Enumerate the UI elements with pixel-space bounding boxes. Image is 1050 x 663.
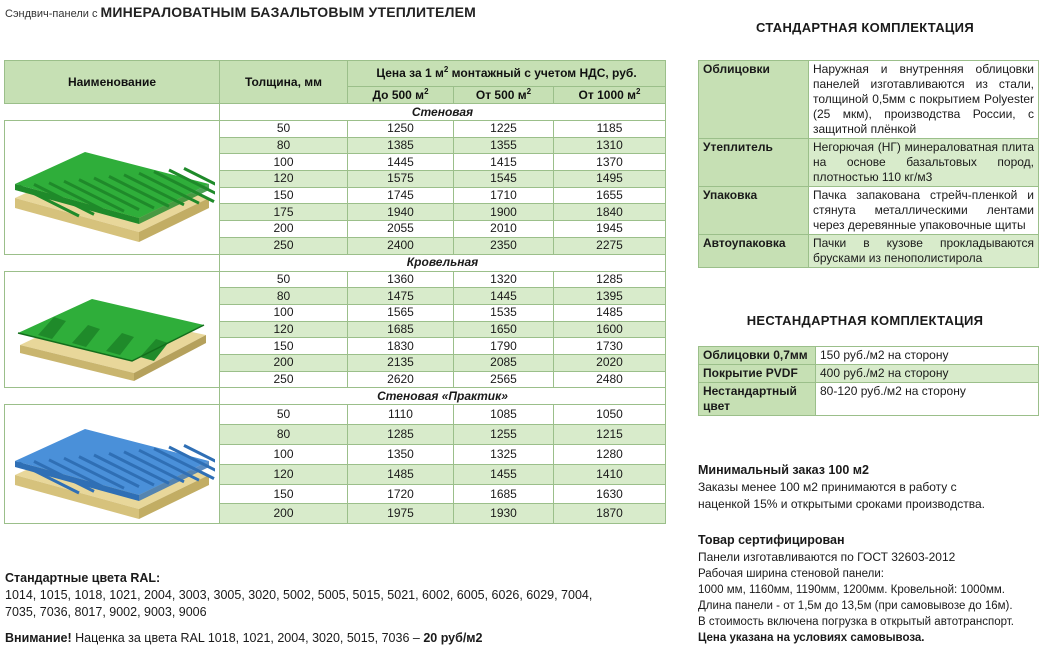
price-cell: 1395: [554, 288, 666, 305]
price-cell: 1355: [454, 137, 554, 154]
warning-text: Наценка за цвета RAL 1018, 1021, 2004, 3020, 5015, 7036 –: [71, 631, 424, 645]
spec-value: 80-120 руб./м2 на сторону: [816, 383, 1039, 416]
price-cell: 1975: [348, 504, 454, 524]
price-cell: 1565: [348, 304, 454, 321]
certified-line3: 1000 мм, 1160мм, 1190мм, 1200мм. Кровельной: 1000мм.: [698, 584, 1005, 596]
price-cell: 1050: [554, 405, 666, 425]
price-cell: 1485: [348, 464, 454, 484]
col-header-tier2: От 500 $м^2$: [454, 87, 554, 104]
section-header-row: [5, 388, 666, 405]
spec-row: [699, 365, 1039, 383]
price-cell: 1185: [554, 121, 666, 138]
title-prefix: Сэндвич-панели с: [5, 8, 98, 20]
price-cell: 1455: [454, 464, 554, 484]
certified-line1: Панели изготавливаются по ГОСТ 32603-2012: [698, 550, 956, 564]
warning-label: Внимание!: [5, 631, 72, 645]
price-cell: 1630: [554, 484, 666, 504]
wall-panel-image: [9, 128, 215, 246]
thickness-cell: 150: [220, 187, 348, 204]
panel-image-cell: [5, 271, 220, 388]
price-cell: 1360: [348, 271, 454, 288]
price-cell: 1655: [554, 187, 666, 204]
spec-row: [699, 347, 1039, 365]
price-cell: 1745: [348, 187, 454, 204]
section-title: Стеновая «Практик»: [220, 388, 666, 405]
price-cell: 1710: [454, 187, 554, 204]
price-cell: 1385: [348, 137, 454, 154]
price-cell: 1225: [454, 121, 554, 138]
thickness-cell: 120: [220, 171, 348, 188]
spec-key: Облицовки 0,7мм: [699, 347, 816, 365]
section-header-row: [5, 104, 666, 121]
certified-line4: Длина панели - от 1,5м до 13,5м (при самовывозе до 16м).: [698, 600, 1013, 612]
spec-row: [699, 139, 1039, 187]
spec-key: Облицовки: [699, 61, 809, 139]
price-cell: 2055: [348, 221, 454, 238]
thickness-cell: 80: [220, 137, 348, 154]
ral-heading: Стандартные цвета RAL:: [5, 571, 161, 585]
price-cell: 1600: [554, 321, 666, 338]
min-order-line1: Заказы менее 100 м2 принимаются в работу с: [698, 480, 957, 494]
col-header-tier3: От 1000 $м^2$: [554, 87, 666, 104]
price-cell: 2010: [454, 221, 554, 238]
ral-line1: 1014, 1015, 1018, 1021, 2004, 3003, 3005, 3020, 5002, 5005, 5015, 5021, 6002, 6005, 6026, 6029, 7004,: [5, 588, 593, 602]
price-cell: 1730: [554, 338, 666, 355]
price-cell: 2020: [554, 354, 666, 371]
price-cell: 1495: [554, 171, 666, 188]
price-cell: 1545: [454, 171, 554, 188]
spec-value: Пачки в кузове прокладываются брусками из пенополистирола: [809, 235, 1039, 268]
price-cell: 1900: [454, 204, 554, 221]
price-cell: 2620: [348, 371, 454, 388]
price-cell: 1650: [454, 321, 554, 338]
price-cell: 1830: [348, 338, 454, 355]
section-title: Кровельная: [220, 254, 666, 271]
spec-value: Наружная и внутренняя облицовки панелей изготавливаются из стали, толщиной 0,5мм с покрытием Polyester (25 мкм), производства России, с защитной плёнкой: [809, 61, 1039, 139]
price-cell: 1940: [348, 204, 454, 221]
ral-line2: 7035, 7036, 8017, 9002, 9003, 9006: [5, 605, 207, 619]
spec-key: Упаковка: [699, 187, 809, 235]
spec-key: Нестандартный цвет: [699, 383, 816, 416]
spec-row: [699, 61, 1039, 139]
price-cell: 2135: [348, 354, 454, 371]
nonstandard-heading: НЕСТАНДАРТНАЯ КОМПЛЕКТАЦИЯ: [746, 313, 984, 328]
thickness-cell: 80: [220, 288, 348, 305]
price-cell: 1085: [454, 405, 554, 425]
price-cell: 1370: [554, 154, 666, 171]
certified-line6: Цена указана на условиях самовывоза.: [698, 632, 925, 644]
price-cell: 1350: [348, 444, 454, 464]
price-cell: 1325: [454, 444, 554, 464]
col-header-price: Цена за 1 $м^2$ монтажный с учетом НДС, руб.: [348, 61, 666, 87]
price-cell: 1445: [348, 154, 454, 171]
thickness-cell: 100: [220, 304, 348, 321]
thickness-cell: 100: [220, 444, 348, 464]
price-cell: 1250: [348, 121, 454, 138]
price-table: [4, 60, 666, 524]
min-order-heading: Минимальный заказ 100 м2: [698, 463, 869, 477]
table-row: [5, 405, 666, 425]
price-cell: 2565: [454, 371, 554, 388]
price-cell: 2275: [554, 237, 666, 254]
col-header-tier1: До 500 $м^2$: [348, 87, 454, 104]
price-cell: 1840: [554, 204, 666, 221]
thickness-cell: 175: [220, 204, 348, 221]
warning-line: [5, 630, 483, 647]
title-main: МИНЕРАЛОВАТНЫМ БАЗАЛЬТОВЫМ УТЕПЛИТЕЛЕМ: [100, 4, 477, 20]
thickness-cell: 80: [220, 425, 348, 445]
price-cell: 1285: [348, 425, 454, 445]
price-cell: 1685: [454, 484, 554, 504]
thickness-cell: 250: [220, 371, 348, 388]
price-cell: 1415: [454, 154, 554, 171]
price-cell: 1685: [348, 321, 454, 338]
spec-value: 400 руб./м2 на сторону: [816, 365, 1039, 383]
price-cell: 1535: [454, 304, 554, 321]
panel-image-cell: [5, 405, 220, 524]
price-cell: 1410: [554, 464, 666, 484]
certified-line2: Рабочая ширина стеновой панели:: [698, 568, 884, 580]
thickness-cell: 50: [220, 405, 348, 425]
col-header-thickness: Толщина, мм: [220, 61, 348, 104]
table-row: [5, 121, 666, 138]
price-cell: 1575: [348, 171, 454, 188]
price-cell: 1930: [454, 504, 554, 524]
standard-table: [698, 60, 1039, 268]
panel-image-cell: [5, 121, 220, 255]
section-title: Стеновая: [220, 104, 666, 121]
certified-line5: В стоимость включена погрузка в открытый автотранспорт.: [698, 616, 1014, 628]
thickness-cell: 100: [220, 154, 348, 171]
price-cell: 1945: [554, 221, 666, 238]
min-order-block: [698, 462, 985, 513]
price-cell: 1320: [454, 271, 554, 288]
price-cell: 2085: [454, 354, 554, 371]
price-cell: 1285: [554, 271, 666, 288]
thickness-cell: 120: [220, 464, 348, 484]
thickness-cell: 120: [220, 321, 348, 338]
thickness-cell: 200: [220, 354, 348, 371]
price-cell: 1310: [554, 137, 666, 154]
spec-value: Негорючая (НГ) минераловатная плита на основе базальтовых пород, плотностью 110 кг/м3: [809, 139, 1039, 187]
section-spacer: [5, 388, 220, 405]
price-cell: 1445: [454, 288, 554, 305]
price-cell: 2400: [348, 237, 454, 254]
section-header-row: [5, 254, 666, 271]
ral-block: [5, 570, 592, 621]
spec-key: Автоупаковка: [699, 235, 809, 268]
nonstandard-table: [698, 346, 1039, 416]
price-cell: 1790: [454, 338, 554, 355]
page-title: [5, 4, 476, 20]
spec-value: 150 руб./м2 на сторону: [816, 347, 1039, 365]
standard-heading: СТАНДАРТНАЯ КОМПЛЕКТАЦИЯ: [756, 20, 974, 35]
price-cell: 1215: [554, 425, 666, 445]
price-cell: 2480: [554, 371, 666, 388]
spec-key: Покрытие PVDF: [699, 365, 816, 383]
price-cell: 2350: [454, 237, 554, 254]
praktik-panel-image: [9, 405, 215, 523]
warning-price: 20 руб/м2: [423, 631, 483, 645]
price-cell: 1870: [554, 504, 666, 524]
certified-heading: Товар сертифицирован: [698, 533, 845, 547]
thickness-cell: 200: [220, 221, 348, 238]
price-cell: 1485: [554, 304, 666, 321]
thickness-cell: 150: [220, 338, 348, 355]
section-spacer: [5, 104, 220, 121]
price-cell: 1475: [348, 288, 454, 305]
spec-row: [699, 235, 1039, 268]
certified-block: [698, 532, 1014, 647]
spec-row: [699, 187, 1039, 235]
price-cell: 1110: [348, 405, 454, 425]
spec-row: [699, 383, 1039, 416]
min-order-line2: наценкой 15% и открытыми сроками производства.: [698, 497, 985, 511]
col-header-name: Наименование: [5, 61, 220, 104]
thickness-cell: 50: [220, 121, 348, 138]
spec-key: Утеплитель: [699, 139, 809, 187]
spec-value: Пачка запакована стрейч-пленкой и стянута металлическими лентами через деревянные упаковочные щиты: [809, 187, 1039, 235]
price-cell: 1720: [348, 484, 454, 504]
thickness-cell: 250: [220, 237, 348, 254]
thickness-cell: 200: [220, 504, 348, 524]
table-row: [5, 271, 666, 288]
price-cell: 1280: [554, 444, 666, 464]
roof-panel-image: [14, 273, 210, 385]
price-cell: 1255: [454, 425, 554, 445]
section-spacer: [5, 254, 220, 271]
thickness-cell: 50: [220, 271, 348, 288]
thickness-cell: 150: [220, 484, 348, 504]
